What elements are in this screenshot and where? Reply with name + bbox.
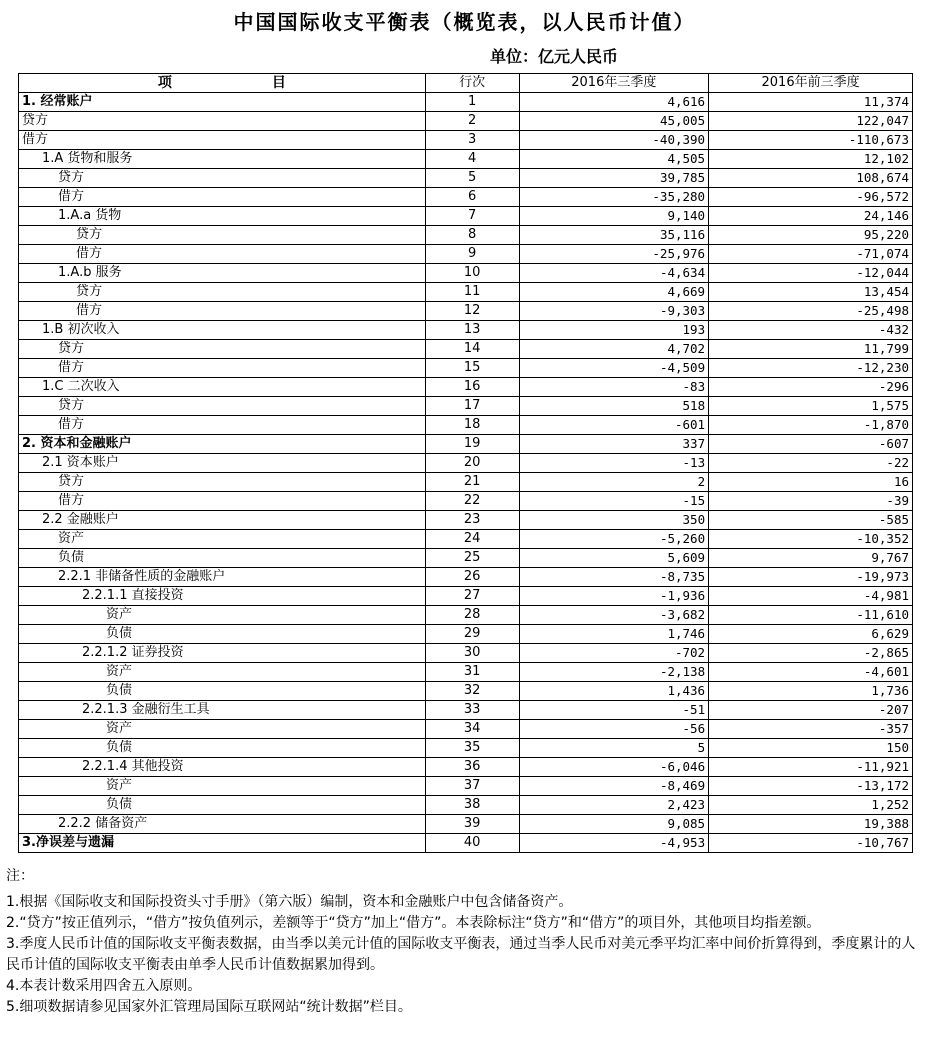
table-row xyxy=(19,226,913,245)
row-value-ytd: 13,454 xyxy=(709,283,913,302)
row-line-number: 11 xyxy=(425,283,519,302)
table-row xyxy=(19,169,913,188)
row-value-q3: 39,785 xyxy=(519,169,709,188)
row-value-ytd: -4,601 xyxy=(709,663,913,682)
row-value-ytd: -110,673 xyxy=(709,131,913,150)
row-item-label: 借方 xyxy=(19,131,426,150)
table-row xyxy=(19,796,913,815)
row-line-number: 6 xyxy=(425,188,519,207)
row-value-q3: 193 xyxy=(519,321,709,340)
row-item-label: 2. 资本和金融账户 xyxy=(19,435,426,454)
row-value-ytd: -432 xyxy=(709,321,913,340)
row-value-q3: 4,505 xyxy=(519,150,709,169)
table-row xyxy=(19,511,913,530)
row-line-number: 8 xyxy=(425,226,519,245)
row-value-q3: 35,116 xyxy=(519,226,709,245)
row-item-label: 1.A.a 货物 xyxy=(19,207,426,226)
row-line-number: 27 xyxy=(425,587,519,606)
row-line-number: 31 xyxy=(425,663,519,682)
table-row xyxy=(19,321,913,340)
row-value-q3: 1,746 xyxy=(519,625,709,644)
row-value-q3: 4,702 xyxy=(519,340,709,359)
table-row xyxy=(19,131,913,150)
row-value-q3: -4,509 xyxy=(519,359,709,378)
table-row xyxy=(19,815,913,834)
row-item-label: 1.A 货物和服务 xyxy=(19,150,426,169)
row-item-label: 资产 xyxy=(19,530,426,549)
row-value-ytd: -96,572 xyxy=(709,188,913,207)
row-value-ytd: -39 xyxy=(709,492,913,511)
row-value-ytd: -19,973 xyxy=(709,568,913,587)
row-item-label: 资产 xyxy=(19,720,426,739)
note-item: 2.“贷方”按正值列示，“借方”按负值列示，差额等于“贷方”加上“借方”。本表除标注“贷方”和“借方”的项目外，其他项目均指差额。 xyxy=(6,915,821,931)
table-row xyxy=(19,644,913,663)
row-value-q3: -8,469 xyxy=(519,777,709,796)
row-value-q3: 9,085 xyxy=(519,815,709,834)
row-item-label: 负债 xyxy=(19,625,426,644)
row-line-number: 1 xyxy=(425,93,519,112)
table-row xyxy=(19,625,913,644)
table-row xyxy=(19,416,913,435)
row-line-number: 3 xyxy=(425,131,519,150)
row-item-label: 贷方 xyxy=(19,340,426,359)
unit-label: 单位：亿元人民币 xyxy=(490,47,619,66)
row-line-number: 18 xyxy=(425,416,519,435)
row-value-ytd: -12,044 xyxy=(709,264,913,283)
row-line-number: 17 xyxy=(425,397,519,416)
row-line-number: 38 xyxy=(425,796,519,815)
row-item-label: 贷方 xyxy=(19,473,426,492)
row-line-number: 20 xyxy=(425,454,519,473)
row-value-ytd: 11,374 xyxy=(709,93,913,112)
row-line-number: 14 xyxy=(425,340,519,359)
table-row xyxy=(19,549,913,568)
row-item-label: 借方 xyxy=(19,359,426,378)
row-line-number: 5 xyxy=(425,169,519,188)
table-row xyxy=(19,587,913,606)
row-line-number: 19 xyxy=(425,435,519,454)
table-row xyxy=(19,397,913,416)
table-row xyxy=(19,701,913,720)
row-line-number: 24 xyxy=(425,530,519,549)
row-line-number: 10 xyxy=(425,264,519,283)
row-line-number: 23 xyxy=(425,511,519,530)
row-line-number: 39 xyxy=(425,815,519,834)
row-line-number: 7 xyxy=(425,207,519,226)
row-line-number: 15 xyxy=(425,359,519,378)
row-value-ytd: 122,047 xyxy=(709,112,913,131)
row-item-label: 借方 xyxy=(19,492,426,511)
note-item: 4.本表计数采用四舍五入原则。 xyxy=(6,978,202,994)
table-row xyxy=(19,758,913,777)
row-item-label: 2.1 资本账户 xyxy=(19,454,426,473)
row-value-q3: -15 xyxy=(519,492,709,511)
row-value-ytd: 16 xyxy=(709,473,913,492)
row-item-label: 借方 xyxy=(19,188,426,207)
row-item-label: 贷方 xyxy=(19,397,426,416)
row-item-label: 资产 xyxy=(19,606,426,625)
row-value-ytd: 150 xyxy=(709,739,913,758)
table-row xyxy=(19,245,913,264)
row-line-number: 28 xyxy=(425,606,519,625)
table-row xyxy=(19,207,913,226)
row-value-q3: 4,616 xyxy=(519,93,709,112)
row-line-number: 40 xyxy=(425,834,519,853)
header-item xyxy=(19,74,426,93)
row-item-label: 贷方 xyxy=(19,283,426,302)
table-row xyxy=(19,568,913,587)
table-row xyxy=(19,435,913,454)
row-item-label: 2.2.1 非储备性质的金融账户 xyxy=(19,568,426,587)
note-item: 5.细项数据请参见国家外汇管理局国际互联网站“统计数据”栏目。 xyxy=(6,999,412,1015)
row-value-q3: -1,936 xyxy=(519,587,709,606)
row-value-ytd: 1,736 xyxy=(709,682,913,701)
row-line-number: 21 xyxy=(425,473,519,492)
row-value-ytd: -11,921 xyxy=(709,758,913,777)
row-value-ytd: -2,865 xyxy=(709,644,913,663)
header-line: 行次 xyxy=(425,74,519,93)
table-row xyxy=(19,834,913,853)
row-line-number: 12 xyxy=(425,302,519,321)
table-row xyxy=(19,606,913,625)
row-line-number: 35 xyxy=(425,739,519,758)
table-row xyxy=(19,112,913,131)
row-item-label: 2.2.1.3 金融衍生工具 xyxy=(19,701,426,720)
table-row xyxy=(19,682,913,701)
row-value-ytd: -25,498 xyxy=(709,302,913,321)
row-value-ytd: 6,629 xyxy=(709,625,913,644)
table-row xyxy=(19,492,913,511)
table-row xyxy=(19,283,913,302)
row-value-q3: 4,669 xyxy=(519,283,709,302)
notes-label: 注： xyxy=(6,868,34,884)
row-value-q3: -56 xyxy=(519,720,709,739)
row-item-label: 1. 经常账户 xyxy=(19,93,426,112)
table-row xyxy=(19,663,913,682)
row-value-ytd: 95,220 xyxy=(709,226,913,245)
table-row xyxy=(19,150,913,169)
row-value-q3: -25,976 xyxy=(519,245,709,264)
table-row xyxy=(19,302,913,321)
row-value-q3: -83 xyxy=(519,378,709,397)
row-item-label: 借方 xyxy=(19,302,426,321)
row-value-q3: -3,682 xyxy=(519,606,709,625)
row-value-q3: 9,140 xyxy=(519,207,709,226)
header-item-a: 项 xyxy=(157,75,172,91)
row-value-q3: 5,609 xyxy=(519,549,709,568)
row-value-ytd: 1,252 xyxy=(709,796,913,815)
row-item-label: 1.A.b 服务 xyxy=(19,264,426,283)
row-value-q3: -35,280 xyxy=(519,188,709,207)
row-line-number: 30 xyxy=(425,644,519,663)
row-value-ytd: 1,575 xyxy=(709,397,913,416)
row-line-number: 29 xyxy=(425,625,519,644)
table-row xyxy=(19,530,913,549)
row-item-label: 资产 xyxy=(19,663,426,682)
note-item: 3.季度人民币计值的国际收支平衡表数据，由当季以美元计值的国际收支平衡表，通过当季人民币对美元季平均汇率中间价折算得到，季度累计的人民币计值的国际收支平衡表由单季人民币计值数据累加得到。 xyxy=(6,936,916,973)
row-value-ytd: -357 xyxy=(709,720,913,739)
row-value-ytd: -22 xyxy=(709,454,913,473)
table-row xyxy=(19,264,913,283)
row-line-number: 34 xyxy=(425,720,519,739)
header-col1: 2016年三季度 xyxy=(519,74,709,93)
row-value-ytd: -10,767 xyxy=(709,834,913,853)
table-row xyxy=(19,454,913,473)
row-value-ytd: -207 xyxy=(709,701,913,720)
row-value-q3: 5 xyxy=(519,739,709,758)
table-row xyxy=(19,188,913,207)
table-body xyxy=(19,93,913,853)
row-value-ytd: 12,102 xyxy=(709,150,913,169)
row-item-label: 负债 xyxy=(19,549,426,568)
row-item-label: 贷方 xyxy=(19,169,426,188)
row-value-q3: 350 xyxy=(519,511,709,530)
table-row xyxy=(19,359,913,378)
row-item-label: 负债 xyxy=(19,796,426,815)
row-line-number: 9 xyxy=(425,245,519,264)
row-item-label: 贷方 xyxy=(19,226,426,245)
row-value-ytd: 108,674 xyxy=(709,169,913,188)
row-value-ytd: -607 xyxy=(709,435,913,454)
row-value-q3: -40,390 xyxy=(519,131,709,150)
row-value-q3: -6,046 xyxy=(519,758,709,777)
row-line-number: 36 xyxy=(425,758,519,777)
row-item-label: 1.C 二次收入 xyxy=(19,378,426,397)
row-item-label: 资产 xyxy=(19,777,426,796)
table-row xyxy=(19,93,913,112)
row-value-q3: -4,953 xyxy=(519,834,709,853)
row-value-q3: -9,303 xyxy=(519,302,709,321)
row-value-ytd: 19,388 xyxy=(709,815,913,834)
page-title: 中国国际收支平衡表（概览表，以人民币计值） xyxy=(233,10,696,34)
row-value-q3: 518 xyxy=(519,397,709,416)
row-line-number: 22 xyxy=(425,492,519,511)
row-value-ytd: -13,172 xyxy=(709,777,913,796)
row-line-number: 16 xyxy=(425,378,519,397)
row-value-q3: 1,436 xyxy=(519,682,709,701)
table-row xyxy=(19,473,913,492)
row-item-label: 2.2.1.4 其他投资 xyxy=(19,758,426,777)
row-line-number: 13 xyxy=(425,321,519,340)
row-value-q3: -13 xyxy=(519,454,709,473)
row-item-label: 2.2.1.2 证券投资 xyxy=(19,644,426,663)
row-item-label: 1.B 初次收入 xyxy=(19,321,426,340)
row-value-q3: -2,138 xyxy=(519,663,709,682)
row-value-q3: -4,634 xyxy=(519,264,709,283)
row-value-q3: -702 xyxy=(519,644,709,663)
row-line-number: 32 xyxy=(425,682,519,701)
header-col2: 2016年前三季度 xyxy=(709,74,913,93)
table-header-row xyxy=(19,74,913,93)
row-value-q3: 2,423 xyxy=(519,796,709,815)
note-item: 1.根据《国际收支和国际投资头寸手册》（第六版）编制，资本和金融账户中包含储备资产。 xyxy=(6,894,573,910)
row-line-number: 4 xyxy=(425,150,519,169)
row-value-ytd: -71,074 xyxy=(709,245,913,264)
row-value-ytd: -1,870 xyxy=(709,416,913,435)
row-value-q3: -5,260 xyxy=(519,530,709,549)
row-value-q3: 2 xyxy=(519,473,709,492)
row-line-number: 25 xyxy=(425,549,519,568)
row-item-label: 2.2 金融账户 xyxy=(19,511,426,530)
row-item-label: 2.2.1.1 直接投资 xyxy=(19,587,426,606)
row-line-number: 33 xyxy=(425,701,519,720)
row-value-ytd: -10,352 xyxy=(709,530,913,549)
row-item-label: 借方 xyxy=(19,416,426,435)
row-line-number: 26 xyxy=(425,568,519,587)
row-value-ytd: -11,610 xyxy=(709,606,913,625)
row-value-q3: -8,735 xyxy=(519,568,709,587)
row-value-q3: 45,005 xyxy=(519,112,709,131)
row-value-ytd: 11,799 xyxy=(709,340,913,359)
row-item-label: 负债 xyxy=(19,739,426,758)
row-value-ytd: 9,767 xyxy=(709,549,913,568)
row-value-ytd: -4,981 xyxy=(709,587,913,606)
row-line-number: 37 xyxy=(425,777,519,796)
row-value-ytd: -585 xyxy=(709,511,913,530)
row-value-q3: 337 xyxy=(519,435,709,454)
table-row xyxy=(19,340,913,359)
table-row xyxy=(19,739,913,758)
row-line-number: 2 xyxy=(425,112,519,131)
row-value-ytd: -296 xyxy=(709,378,913,397)
header-item-b: 目 xyxy=(271,75,286,91)
row-value-ytd: -12,230 xyxy=(709,359,913,378)
row-item-label: 负债 xyxy=(19,682,426,701)
row-item-label: 贷方 xyxy=(19,112,426,131)
row-value-q3: -601 xyxy=(519,416,709,435)
row-item-label: 借方 xyxy=(19,245,426,264)
notes xyxy=(6,866,921,1018)
table-row xyxy=(19,720,913,739)
table-row xyxy=(19,378,913,397)
row-item-label: 2.2.2 储备资产 xyxy=(19,815,426,834)
row-value-q3: -51 xyxy=(519,701,709,720)
table-row xyxy=(19,777,913,796)
row-item-label: 3.净误差与遗漏 xyxy=(19,834,426,853)
bop-table xyxy=(18,73,913,853)
row-value-ytd: 24,146 xyxy=(709,207,913,226)
